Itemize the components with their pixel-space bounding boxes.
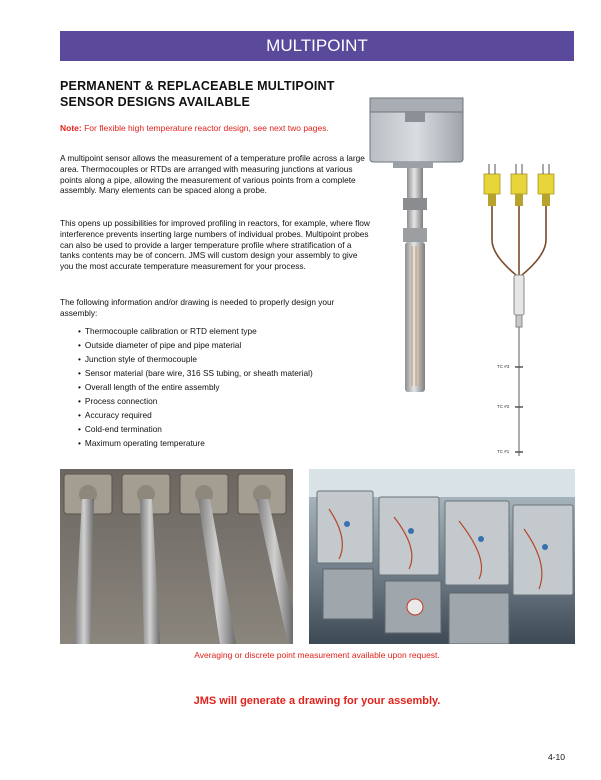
- list-item: • Overall length of the entire assembly: [78, 382, 313, 396]
- list-item: • Process connection: [78, 396, 313, 410]
- list-item: • Cold-end termination: [78, 424, 313, 438]
- paragraph-intro: A multipoint sensor allows the measurement of a temperature profile across a large area. Thermocouples or RTDs are arranged with measuring junctions at various points along a pipe, allowing the measurement of various points from a complete assembly. Many elements can be spaced along a probe.: [60, 153, 365, 196]
- photo-caption: Averaging or discrete point measurement available upon request.: [194, 650, 440, 660]
- list-item: • Junction style of thermocouple: [78, 354, 313, 368]
- list-item: • Thermocouple calibration or RTD element type: [78, 326, 313, 340]
- heading-line-1: PERMANENT & REPLACEABLE MULTIPOINT: [60, 79, 335, 93]
- flanged-pipes-photo: [60, 469, 293, 644]
- drawing-callout: JMS will generate a drawing for your assembly.: [193, 695, 441, 707]
- banner-title: MULTIPOINT: [266, 36, 368, 55]
- note-label: Note:: [60, 123, 82, 133]
- junction-boxes-photo: [309, 469, 575, 644]
- tc3-label: TC #3: [497, 364, 510, 369]
- thermocouple-diagram: [478, 160, 563, 460]
- multipoint-probe-photo: [365, 96, 465, 401]
- section-heading: [60, 78, 360, 110]
- list-item: • Outside diameter of pipe and pipe material: [78, 340, 313, 354]
- paragraph-requirements: The following information and/or drawing is needed to properly design your assembly:: [60, 297, 335, 318]
- page-number: 4-10: [548, 752, 566, 762]
- list-item: • Sensor material (bare wire, 316 SS tubing, or sheath material): [78, 368, 313, 382]
- heading-line-2: SENSOR DESIGNS AVAILABLE: [60, 95, 251, 109]
- note: [60, 123, 370, 133]
- list-item: • Maximum operating temperature: [78, 438, 313, 452]
- tc1-label: TC #1: [497, 449, 510, 454]
- requirements-list: [78, 326, 313, 452]
- paragraph-profiling: This opens up possibilities for improved profiling in reactors, for example, where flow interference prevents inserting large numbers of individual probes. Multipoint probes can also be used to provide a larger temperature profile where stratification of a tanks contents may be of concern. JMS will custom design your assembly to give you the most accurate temperature measurement for your process.: [60, 218, 370, 272]
- note-text: For flexible high temperature reactor design, see next two pages.: [84, 123, 329, 133]
- tc2-label: TC #2: [497, 404, 510, 409]
- page-banner: [60, 31, 574, 61]
- list-item: • Accuracy required: [78, 410, 313, 424]
